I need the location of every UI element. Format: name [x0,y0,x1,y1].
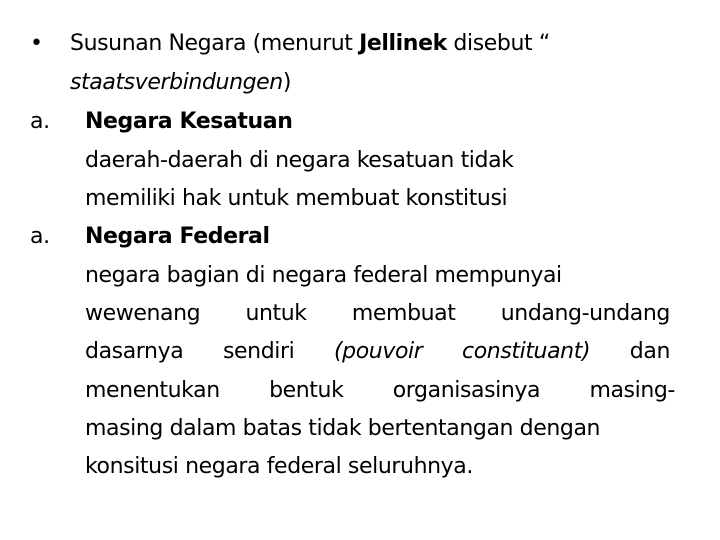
bullet-text-after: disebut “ [446,31,550,56]
item-a2-line-6: konsitusi negara federal seluruhnya. [85,454,473,479]
word: masing- [589,378,675,403]
word-italic: (pouvoir [333,339,423,364]
item-a1-line-2: memiliki hak untuk membuat konstitusi [85,186,508,211]
word: wewenang [85,301,201,326]
bullet-line-1 [70,29,550,59]
bullet-close: ) [282,70,292,95]
item-a2-line-1: negara bagian di negara federal mempunyai [85,263,562,288]
word: bentuk [269,378,344,403]
bullet-line-2 [70,68,291,98]
word: organisasinya [392,378,541,403]
item-a1-marker: a. [30,109,50,134]
word: dasarnya [85,339,184,364]
word-italic: constituant) [462,339,591,364]
bullet-text-before: Susunan Negara (menurut [70,31,360,56]
item-a2-line-3 [85,337,670,367]
item-a1-heading: Negara Kesatuan [85,109,293,134]
item-a2-line-2 [85,299,670,329]
item-a2-line-4 [85,376,675,406]
bullet-name: Jellinek [359,31,447,56]
bullet-marker: • [30,31,43,56]
word: undang-undang [500,301,670,326]
item-a2-line-5: masing dalam batas tidak bertentangan dengan [85,416,601,441]
item-a2-marker: a. [30,224,50,249]
word: dan [629,339,670,364]
word: sendiri [222,339,295,364]
word: untuk [245,301,307,326]
bullet-term: staatsverbindungen [70,70,283,95]
item-a1-line-1: daerah-daerah di negara kesatuan tidak [85,148,514,173]
word: menentukan [85,378,220,403]
item-a2-heading: Negara Federal [85,224,270,249]
word: membuat [351,301,456,326]
